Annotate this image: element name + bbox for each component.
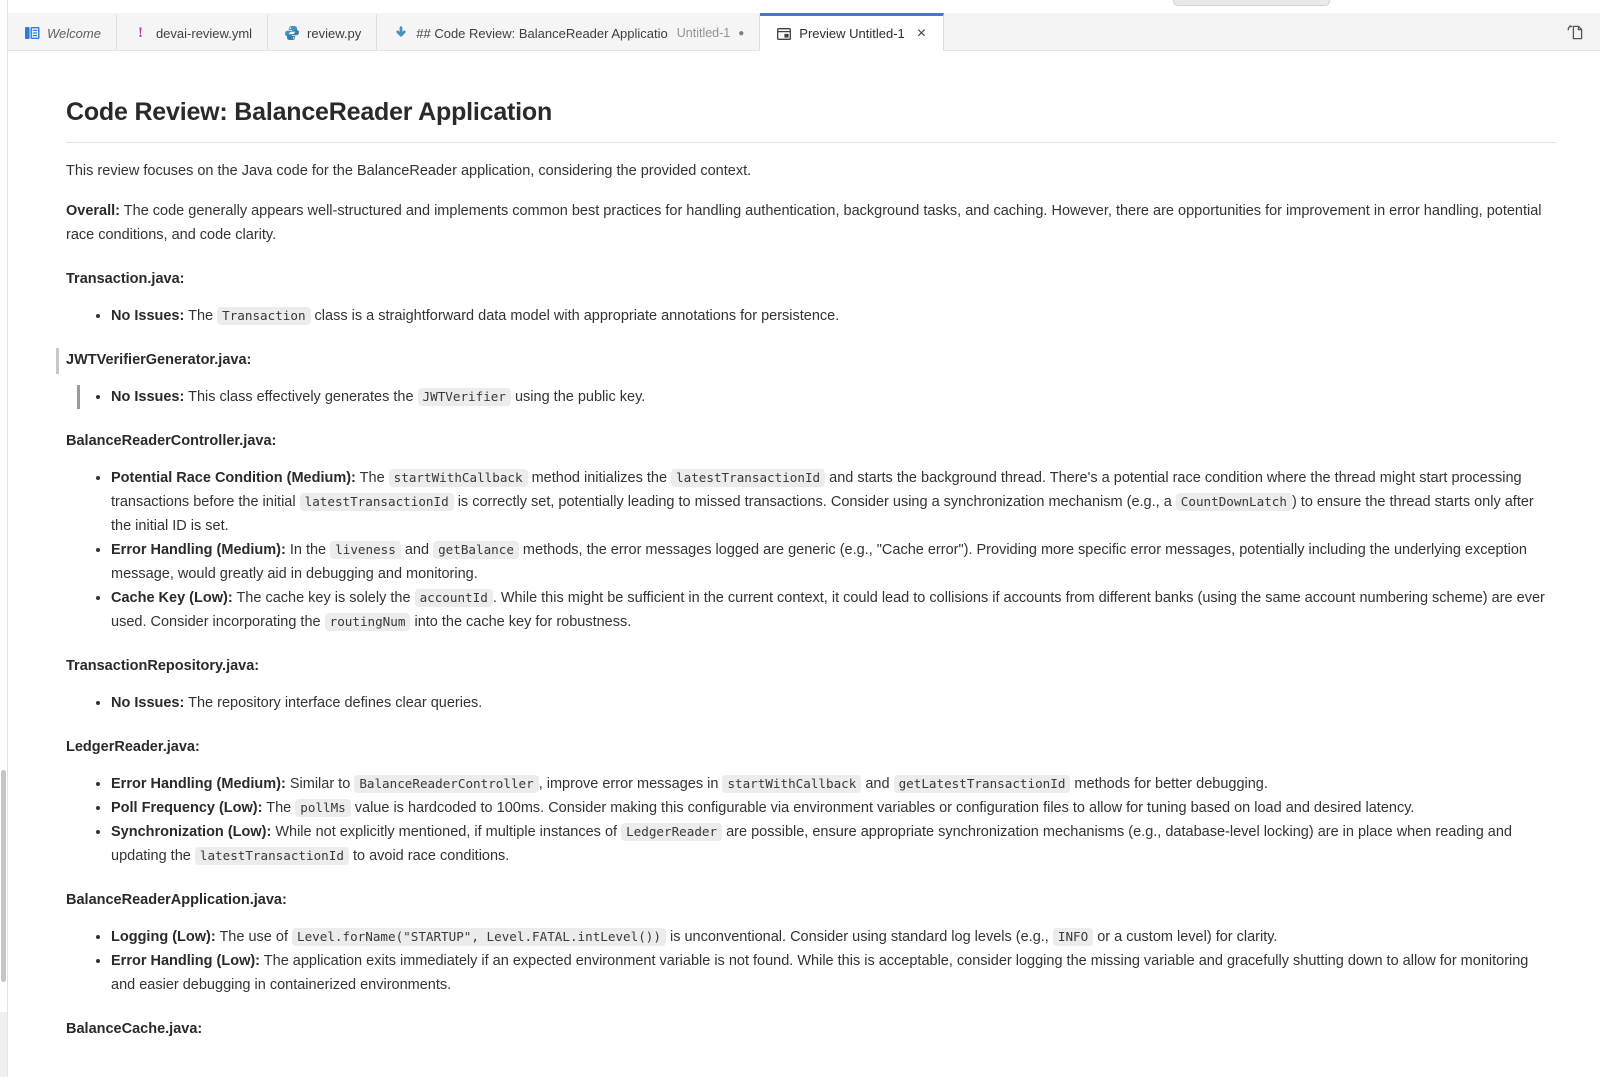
tab-label: Welcome	[47, 25, 101, 41]
inline-code: Level.forName("STARTUP", Level.FATAL.intLevel())	[292, 928, 666, 946]
text: class is a straightforward data model with appropriate annotations for persistence.	[310, 308, 840, 324]
tab-code-review-markdown[interactable]	[377, 13, 760, 50]
text: Similar to	[285, 776, 355, 792]
bold-text: Synchronization (Low):	[111, 824, 272, 840]
page-title: Code Review: BalanceReader Application	[66, 97, 1556, 143]
tab-welcome[interactable]	[8, 13, 117, 50]
text: The application exits immediately if an expected environment variable is not found. While this is acceptable, consider logging the missing variable and gracefully shutting down to allow for monitoring and easier debugging in containerized environments.	[111, 953, 1529, 993]
text: , improve error messages in	[538, 776, 723, 792]
text: The	[184, 308, 218, 324]
bold-text: Error Handling (Medium):	[111, 776, 286, 792]
section-heading-text: BalanceCache.java:	[66, 1021, 203, 1037]
left-strip-footer	[0, 1012, 7, 1077]
bold-text: No Issues:	[111, 695, 185, 711]
text: . While this might be sufficient in the current context, it could lead to collisions if accounts from different banks (using the same account numbering scheme) are ever used. Consider incorporating the	[111, 590, 1545, 630]
inline-code: Transaction	[217, 307, 310, 325]
tab-label: review.py	[307, 25, 362, 41]
inline-code: routingNum	[325, 613, 411, 631]
text: and	[400, 542, 434, 558]
paragraph	[66, 159, 1556, 183]
bold-text: Overall:	[66, 203, 120, 219]
inline-code: liveness	[330, 541, 401, 559]
inline-code: latestTransactionId	[300, 493, 454, 511]
inline-code: startWithCallback	[389, 469, 528, 487]
section-heading	[66, 735, 1556, 759]
paragraph	[66, 199, 1556, 247]
editor-actions	[1551, 13, 1600, 51]
tab-devai-review-yml[interactable]	[117, 13, 268, 50]
text: or a custom level) for clarity.	[1093, 929, 1278, 945]
tab-preview-untitled-1[interactable]	[760, 13, 944, 51]
bold-text: Logging (Low):	[111, 929, 216, 945]
tab-label: ## Code Review: BalanceReader Applicatio	[416, 25, 668, 41]
text: to avoid race conditions.	[348, 848, 510, 864]
text: are possible, ensure appropriate synchronization mechanisms (e.g., database-level locking) are in place when reading and updating the	[111, 824, 1512, 864]
welcome-icon	[23, 25, 40, 42]
text: This class effectively generates the	[184, 389, 418, 405]
inline-code: CountDownLatch	[1176, 493, 1292, 511]
text: The code generally appears well-structured and implements common best practices for handling authentication, background tasks, and caching. However, there are opportunities for improvement in error handling, potential race conditions, and code clarity.	[66, 203, 1542, 243]
text: method initializes the	[527, 470, 672, 486]
text: In the	[285, 542, 331, 558]
markdown-icon	[392, 25, 409, 42]
tab-label: devai-review.yml	[155, 25, 253, 41]
inline-code: BalanceReaderController	[354, 775, 538, 793]
text: The cache key is solely the	[232, 590, 415, 606]
markdown-preview	[8, 51, 1600, 1041]
section-heading-text: LedgerReader.java:	[66, 739, 200, 755]
tabs-row	[8, 13, 1551, 51]
inline-code: latestTransactionId	[671, 469, 825, 487]
split-editor-icon[interactable]	[1565, 21, 1586, 42]
section-heading-text: JWTVerifierGenerator.java:	[66, 352, 252, 368]
inline-code: LedgerReader	[621, 823, 722, 841]
section-heading-text: BalanceReaderApplication.java:	[66, 892, 287, 908]
bullet-item	[111, 466, 1556, 538]
bullet-item	[111, 949, 1556, 997]
bullet-item	[111, 538, 1556, 586]
bold-text: Cache Key (Low):	[111, 590, 233, 606]
section-heading-text: Transaction.java:	[66, 271, 185, 287]
bold-text: Error Handling (Medium):	[111, 542, 286, 558]
text: The	[262, 800, 296, 816]
tab-description: Untitled-1	[676, 26, 731, 40]
tab-label: Preview Untitled-1	[799, 26, 905, 41]
section-heading-text: BalanceReaderController.java:	[66, 433, 277, 449]
text: is unconventional. Consider using standard log levels (e.g.,	[665, 929, 1053, 945]
section-heading	[66, 348, 1556, 372]
section-heading	[66, 1017, 1556, 1041]
inline-code: latestTransactionId	[195, 847, 349, 865]
bold-text: No Issues:	[111, 308, 185, 324]
section-heading-text: TransactionRepository.java:	[66, 658, 260, 674]
inline-code: INFO	[1053, 928, 1093, 946]
text: and starts the background thread. There's a potential race condition where the thread might start processing transactions before the initial	[111, 470, 1522, 510]
inline-code: pollMs	[295, 799, 351, 817]
inline-code: getBalance	[433, 541, 519, 559]
python-icon	[283, 25, 300, 42]
inline-code: JWTVerifier	[418, 388, 511, 406]
text: and	[861, 776, 894, 792]
bullet-list	[66, 466, 1556, 634]
inline-code: startWithCallback	[722, 775, 861, 793]
text: The use of	[215, 929, 292, 945]
section-heading	[66, 267, 1556, 291]
section-heading	[66, 429, 1556, 453]
text: The	[355, 470, 389, 486]
preview-icon	[775, 25, 792, 42]
bullet-item	[111, 385, 1556, 409]
bold-text: No Issues:	[111, 389, 185, 405]
close-icon[interactable]: ×	[916, 24, 927, 42]
text: methods for better debugging.	[1070, 776, 1268, 792]
text: This review focuses on the Java code for the BalanceReader application, considering the provided context.	[66, 163, 752, 179]
text: is correctly set, potentially leading to missed transactions. Consider using a synchronization mechanism (e.g., a	[453, 494, 1176, 510]
bullet-list	[66, 772, 1556, 868]
bold-text: Poll Frequency (Low):	[111, 800, 263, 816]
bullet-item	[111, 796, 1556, 820]
doc-body	[66, 159, 1556, 1041]
text: The repository interface defines clear queries.	[184, 695, 483, 711]
inline-code: getLatestTransactionId	[894, 775, 1071, 793]
bullet-item	[111, 691, 1556, 715]
text: value is hardcoded to 100ms. Consider making this configurable via environment variables or configuration files to allow for tuning based on load and desired latency.	[350, 800, 1415, 816]
bold-text: Potential Race Condition (Medium):	[111, 470, 356, 486]
left-scrollbar-thumb[interactable]	[1, 770, 6, 982]
bullet-item	[111, 586, 1556, 634]
text: into the cache key for robustness.	[410, 614, 632, 630]
bullet-list	[66, 925, 1556, 997]
section-heading	[66, 888, 1556, 912]
text: While not explicitly mentioned, if multiple instances of	[271, 824, 622, 840]
bullet-item	[111, 925, 1556, 949]
inline-code: accountId	[415, 589, 493, 607]
bullet-item	[111, 772, 1556, 796]
adjacent-pane-edge	[0, 0, 8, 1077]
unsaved-dot-icon: ●	[738, 27, 745, 39]
section-heading	[66, 654, 1556, 678]
editor-tab-bar	[8, 0, 1600, 51]
bullet-list	[66, 304, 1556, 328]
bullet-list	[66, 385, 1556, 409]
text: using the public key.	[510, 389, 646, 405]
bold-text: Error Handling (Low):	[111, 953, 261, 969]
quick-input-widget-sliver	[1173, 0, 1330, 6]
editor-group	[8, 0, 1600, 1077]
text: methods, the error messages logged are generic (e.g., "Cache error"). Providing more specific error messages, potentially including the underlying exception message, would greatly aid in debugging and monitoring.	[111, 542, 1527, 582]
tab-review-py[interactable]	[268, 13, 377, 50]
bullet-list	[66, 691, 1556, 715]
bullet-item	[111, 820, 1556, 868]
bullet-item	[111, 304, 1556, 328]
yaml-icon: !	[137, 24, 143, 41]
text: ) to ensure the thread starts only after the initial ID is set.	[111, 494, 1534, 534]
